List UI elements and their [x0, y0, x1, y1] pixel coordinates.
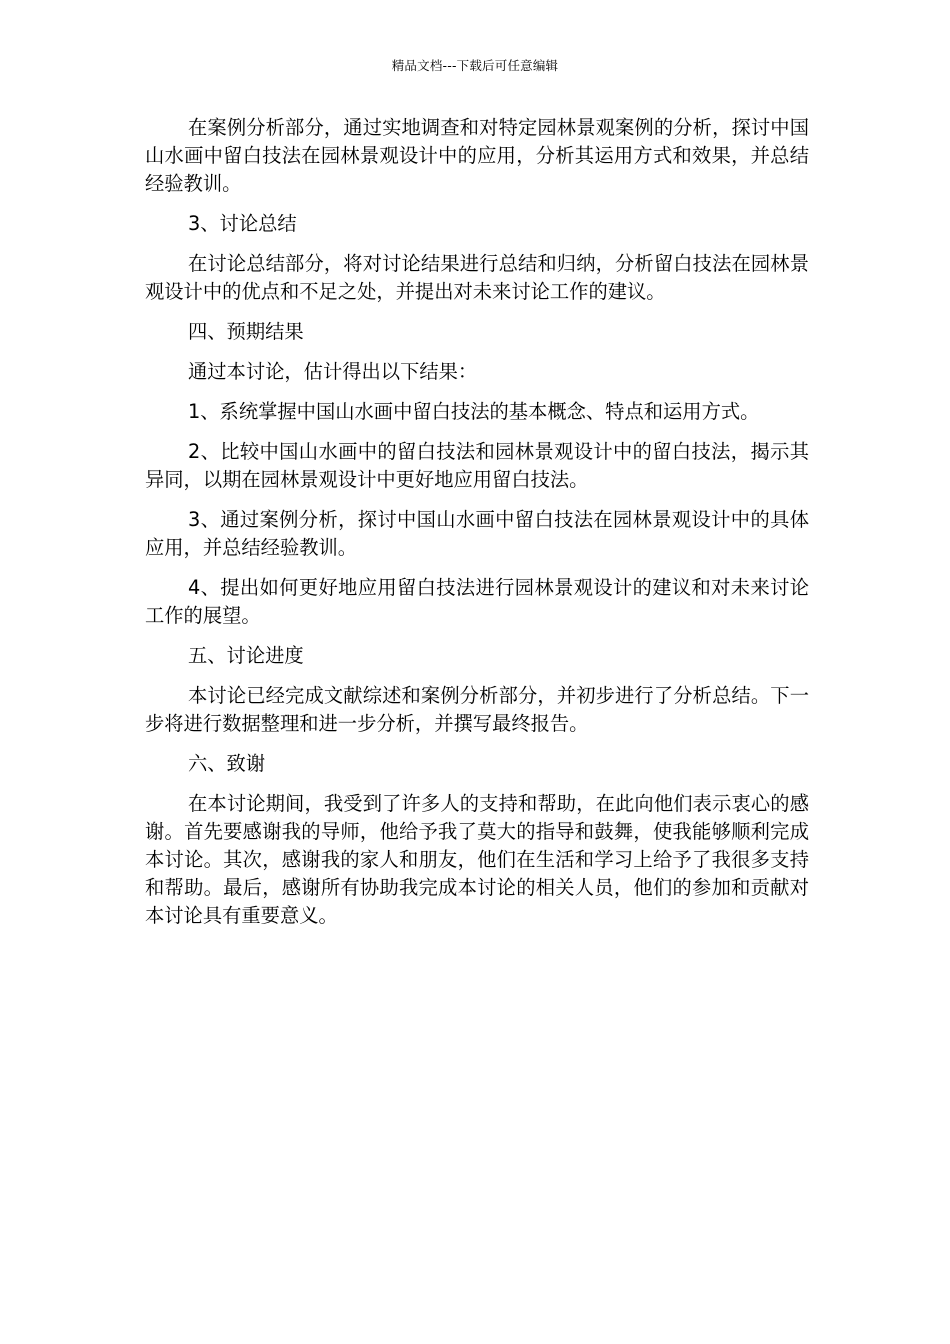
heading-progress: 五、讨论进度 — [188, 644, 304, 667]
heading-thanks: 六、致谢 — [188, 752, 266, 775]
result-item-2: 2、比较中国山水画中的留白技法和园林景观设计中的留白技法，揭示其异同，以期在园林景观设计中更好地应用留白技法。 — [145, 440, 809, 491]
result-item-4: 4、提出如何更好地应用留白技法进行园林景观设计的建议和对未来讨论工作的展望。 — [145, 576, 809, 627]
page-header: 精品文档---下载后可任意编辑 — [391, 58, 559, 73]
heading-discussion-summary: 3、讨论总结 — [188, 212, 297, 235]
paragraph-case-analysis: 在案例分析部分，通过实地调查和对特定园林景观案例的分析，探讨中国山水画中留白技法在园林景观设计中的应用，分析其运用方式和效果，并总结经验教训。 — [145, 116, 809, 195]
paragraph-progress: 本讨论已经完成文献综述和案例分析部分，并初步进行了分析总结。下一步将进行数据整理和进一步分析，并撰写最终报告。 — [145, 684, 809, 735]
paragraph-expected-intro: 通过本讨论，估计得出以下结果： — [188, 360, 478, 383]
paragraph-thanks: 在本讨论期间，我受到了许多人的支持和帮助，在此向他们表示衷心的感谢。首先要感谢我的导师，他给予我了莫大的指导和鼓舞，使我能够顺利完成本讨论。其次，感谢我的家人和朋友，他们在生活和学习上给予了我很多支持和帮助。最后，感谢所有协助我完成本讨论的相关人员，他们的参加和贡献对本讨论具有重要意义。 — [145, 792, 809, 927]
document-body — [145, 114, 809, 942]
result-item-1: 1、系统掌握中国山水画中留白技法的基本概念、特点和运用方式。 — [188, 400, 760, 423]
paragraph-discussion-summary: 在讨论总结部分，将对讨论结果进行总结和归纳，分析留白技法在园林景观设计中的优点和不足之处，并提出对未来讨论工作的建议。 — [145, 252, 809, 303]
result-item-3: 3、通过案例分析，探讨中国山水画中留白技法在园林景观设计中的具体应用，并总结经验教训。 — [145, 508, 809, 559]
heading-expected-results: 四、预期结果 — [188, 320, 304, 343]
